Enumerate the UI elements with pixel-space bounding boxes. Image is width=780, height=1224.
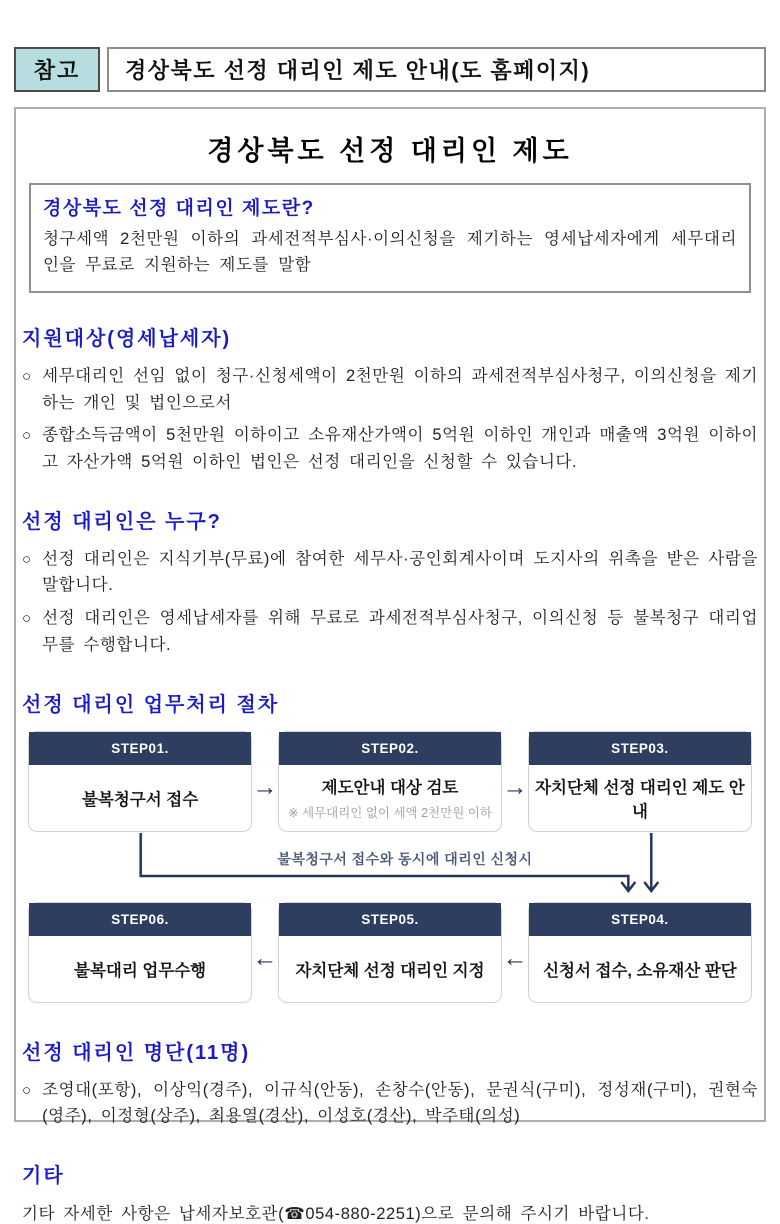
step-box-02 (278, 731, 502, 832)
step-06-header: STEP06. (29, 903, 251, 936)
list-item (22, 1077, 758, 1130)
intro-heading: 경상북도 선정 대리인 제도란? (43, 198, 315, 219)
step-box-04 (528, 902, 752, 1003)
section-heading-process: 선정 대리인 업무처리 절차 (22, 693, 280, 716)
flow-connector (28, 832, 752, 902)
arrow-left-icon: ← (252, 943, 278, 972)
section-heading-roster: 선정 대리인 명단(11명) (22, 1041, 251, 1064)
arrow-right-icon: → (502, 772, 528, 801)
eligibility-bullet-text: 종합소득금액이 5천만원 이하이고 소유재산가액이 5억원 이하인 개인과 매출액 3억원 이하이고 자산가액 5억원 이하인 법인은 선정 대리인을 신청할 수 있습니다. (42, 426, 758, 471)
connector-label: 불복청구서 접수와 동시에 대리인 신청시 (277, 850, 533, 867)
step-06-title: 불복대리 업무수행 (74, 961, 207, 980)
reference-tag: 참고 (14, 47, 100, 92)
flow-row-bottom (28, 902, 752, 1003)
list-item (22, 363, 758, 416)
circle-bullet-icon: ○ (22, 427, 32, 445)
step-01-title: 불복청구서 접수 (81, 790, 199, 809)
step-04-header: STEP04. (529, 903, 751, 936)
step-box-03 (528, 731, 752, 832)
arrow-right-icon: → (252, 772, 278, 801)
page-title: 경상북도 선정 대리인 제도 (207, 136, 573, 166)
etc-contact-text: 기타 자세한 사항은 납세자보호관(☎054-880-2251)으로 문의해 주시기 바랍니다. (22, 1204, 650, 1223)
document-body (14, 107, 766, 1223)
step-box-05 (278, 902, 502, 1003)
list-item (22, 546, 758, 599)
step-03-header: STEP03. (529, 732, 751, 765)
who-bullet-text: 선정 대리인은 영세납세자를 위해 무료로 과세전적부심사청구, 이의신청 등 불복청구 대리업무를 수행합니다. (42, 609, 758, 654)
circle-bullet-icon: ○ (22, 550, 32, 568)
document-header-title: 경상북도 선정 대리인 제도 안내(도 홈페이지) (107, 47, 766, 92)
step-02-note: ※ 세무대리인 없이 세액 2천만원 이하 (288, 806, 492, 821)
flow-row-top (28, 731, 752, 832)
intro-definition-box (29, 183, 751, 293)
list-item (22, 605, 758, 658)
step-03-title: 자치단체 선정 대리인 제도 안내 (535, 778, 745, 821)
connector-lines (28, 832, 752, 902)
step-05-header: STEP05. (279, 903, 501, 936)
step-box-01 (28, 731, 252, 832)
step-05-title: 자치단체 선정 대리인 지정 (295, 961, 485, 980)
section-heading-who: 선정 대리인은 누구? (22, 510, 222, 533)
document-header (14, 47, 766, 92)
step-01-header: STEP01. (29, 732, 251, 765)
circle-bullet-icon: ○ (22, 367, 32, 385)
intro-body: 청구세액 2천만원 이하의 과세전적부심사·이의신청을 제기하는 영세납세자에게 세무대리인을 무료로 지원하는 제도를 말함 (43, 230, 737, 275)
section-heading-eligibility: 지원대상(영세납세자) (22, 327, 232, 350)
section-heading-etc: 기타 (22, 1164, 65, 1187)
circle-bullet-icon: ○ (22, 610, 32, 628)
step-box-06 (28, 902, 252, 1003)
eligibility-bullet-text: 세무대리인 선임 없이 청구·신청세액이 2천만원 이하의 과세전적부심사청구, 이의신청을 제기하는 개인 및 법인으로서 (42, 366, 758, 412)
roster-names-text: 조영대(포항), 이상익(경주), 이규식(안동), 손창수(안동), 문권식(구미), 정성재(구미), 권현숙(영주), 이정형(상주), 최용열(경산), 이성호(경산), 박주태(의성) (42, 1080, 758, 1126)
step-04-title: 신청서 접수, 소유재산 판단 (543, 961, 737, 980)
who-bullet-text: 선정 대리인은 지식기부(무료)에 참여한 세무사·공인회계사이며 도지사의 위촉을 받은 사람을 말합니다. (42, 549, 758, 595)
circle-bullet-icon: ○ (22, 1081, 32, 1099)
process-flow-diagram (28, 731, 752, 1003)
step-02-header: STEP02. (279, 732, 501, 765)
step-02-title: 제도안내 대상 검토 (321, 779, 459, 798)
arrow-left-icon: ← (502, 943, 528, 972)
list-item (22, 422, 758, 475)
